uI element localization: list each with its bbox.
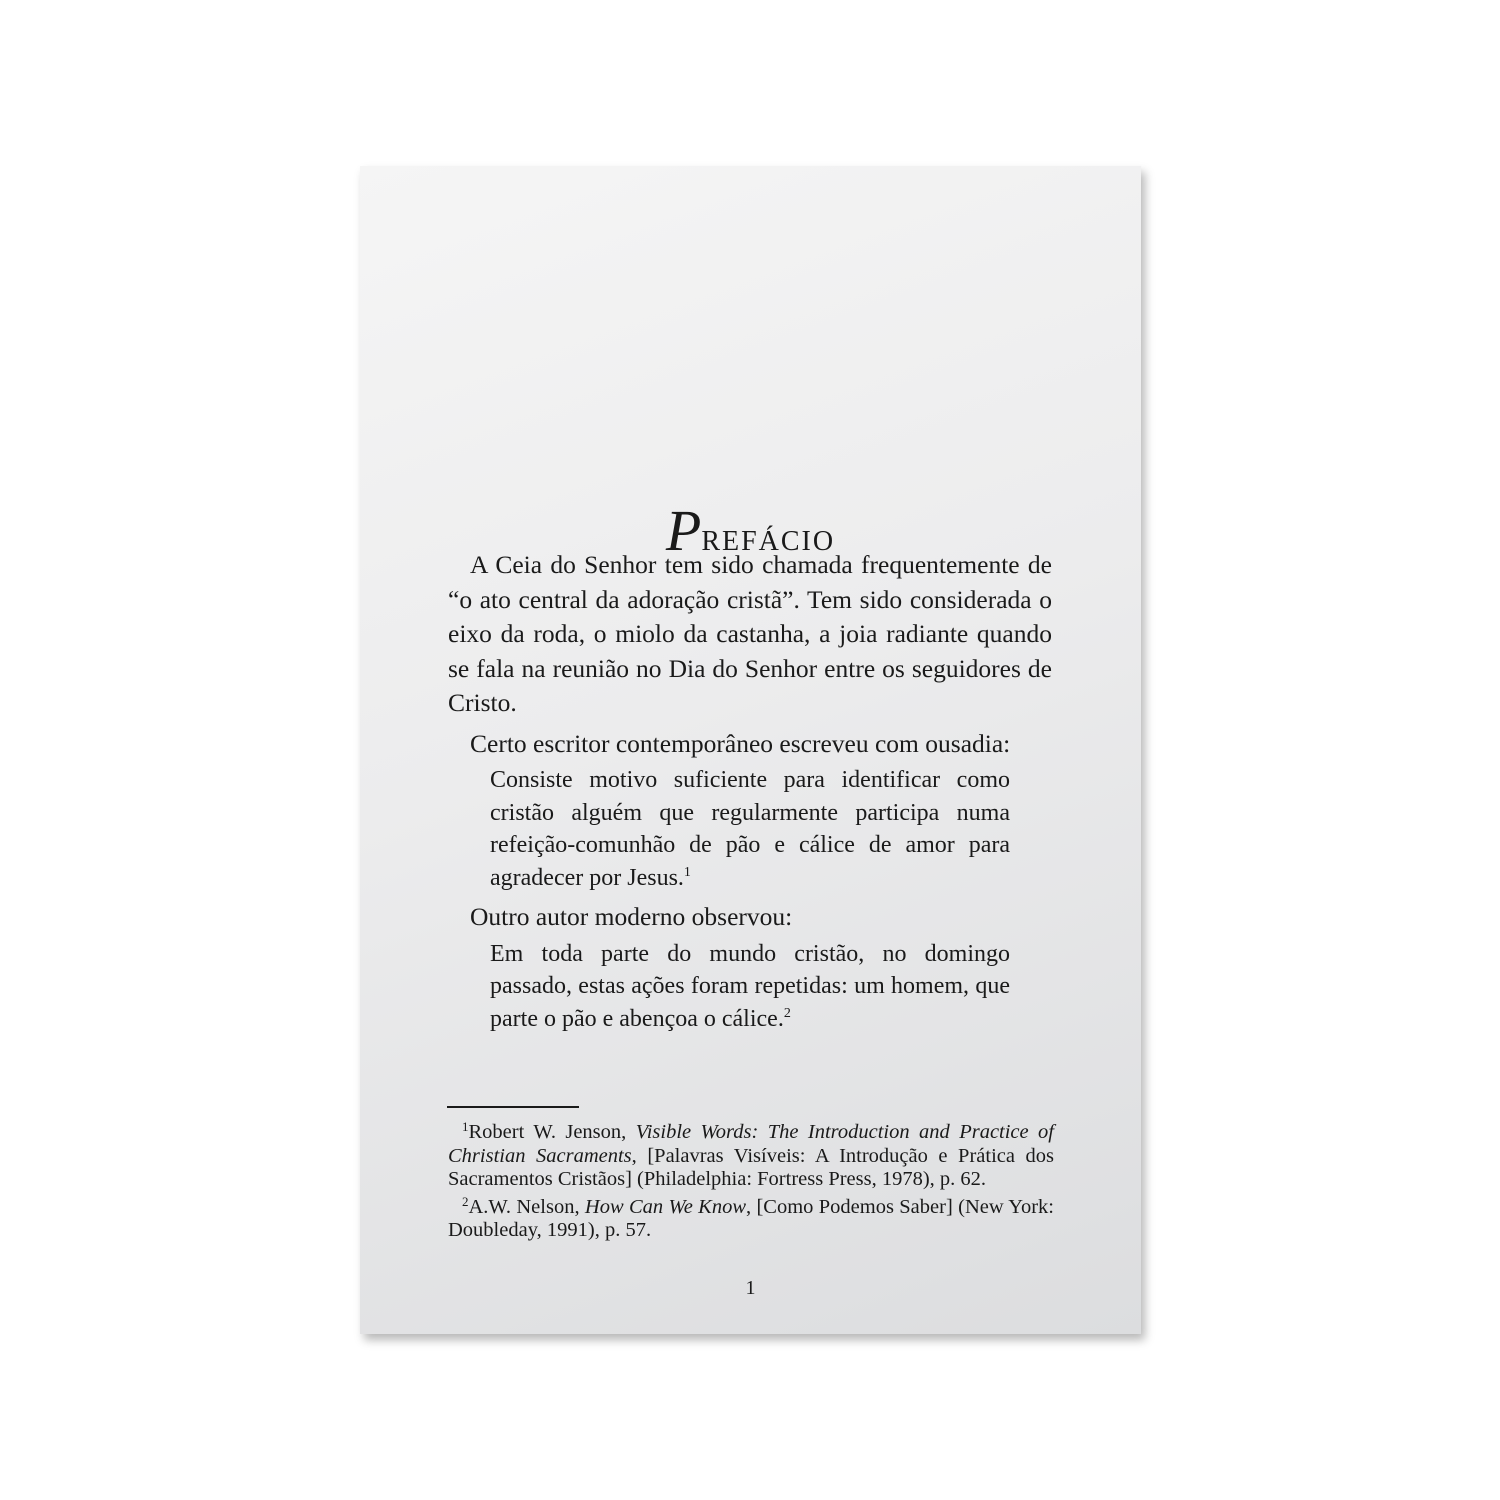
footnote-2-author: A.W. Nelson, <box>468 1195 585 1218</box>
footnote-2-details: , [Como Podemos Saber] (New York: Doubleday, 1991), p. 57. <box>448 1195 1055 1241</box>
footnote-2 <box>448 1193 1055 1243</box>
footnote-ref-2[interactable]: 2 <box>783 1005 791 1021</box>
footnote-1-details: , [Palavras Visíveis: A Introdução e Prática dos Sacramentos Cristãos] (Philadelphia: Fortress Press, 1978), p. 62. <box>448 1144 1054 1190</box>
opening-paragraph: A Ceia do Senhor tem sido chamada frequentemente de “o ato central da adoração cristã”. Tem sido considerada o eixo da roda, o miolo da castanha, a joia radiante quando se fala na reunião no Dia do Senhor entre os seguidores de Cristo. <box>448 550 1052 717</box>
quote-intro-2: Outro autor moderno observou: <box>470 902 793 931</box>
footnote-2-number: 2 <box>462 1193 469 1209</box>
footnote-ref-1[interactable]: 1 <box>683 864 691 880</box>
page-number: 1 <box>745 1277 756 1299</box>
footnote-2-work-title: How Can We Know <box>584 1195 746 1218</box>
footnote-1-work-title: Visible Words: The Introduction and Practice of Christian Sacraments <box>448 1121 1054 1167</box>
book-page <box>360 166 1141 1334</box>
block-quote-1-text: Consiste motivo suficiente para identificar como cristão alguém que regularmente participa numa refeição-comunhão de pão e cálice de amor para agradecer por Jesus. <box>490 767 1010 891</box>
chapter-title-rest: refácio <box>701 514 836 559</box>
footnote-1-author: Robert W. Jenson, <box>468 1121 636 1143</box>
footnote-divider <box>447 1106 579 1108</box>
body-text <box>448 548 1052 1041</box>
footnote-1 <box>448 1121 1054 1192</box>
footnotes <box>448 1121 1054 1247</box>
block-quote-2-text: Em toda parte do mundo cristão, no domingo passado, estas ações foram repetidas: um homem, que parte o pão e abençoa o cálice. <box>490 940 1010 1032</box>
quote-intro-1: Certo escritor contemporâneo escreveu com ousadia: <box>470 728 1011 758</box>
block-quote-2 <box>490 938 1010 1036</box>
block-quote-1 <box>490 764 1010 894</box>
chapter-title-initial: P <box>665 498 702 563</box>
footnote-1-number: 1 <box>462 1119 469 1134</box>
